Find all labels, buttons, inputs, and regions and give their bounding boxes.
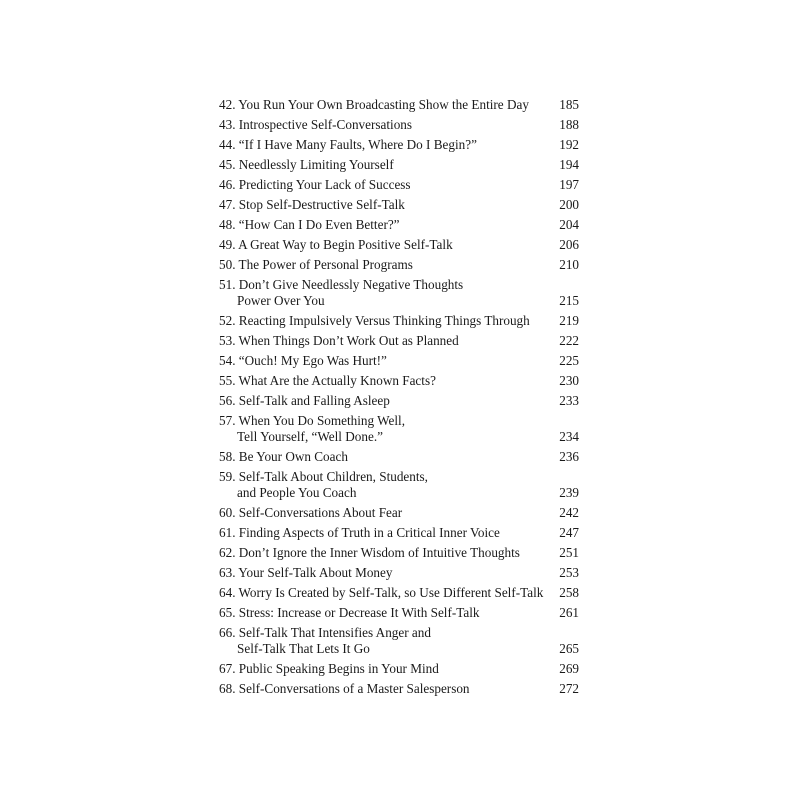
toc-entry-text: Don’t Give Needlessly Negative Thoughts bbox=[238, 277, 464, 292]
toc-entry-title bbox=[219, 681, 549, 697]
toc-entry bbox=[219, 237, 581, 253]
toc-entry bbox=[219, 469, 581, 501]
toc-entry-continuation: Power Over You bbox=[237, 293, 325, 308]
toc-entry bbox=[219, 413, 581, 445]
toc-entry-first-line bbox=[219, 505, 402, 520]
toc-entry-text: Self-Conversations About Fear bbox=[238, 505, 403, 520]
toc-entry bbox=[219, 277, 581, 309]
toc-entry-title bbox=[219, 333, 549, 349]
toc-entry-text: When Things Don’t Work Out as Planned bbox=[238, 333, 459, 348]
toc-entry bbox=[219, 661, 581, 677]
toc-entry bbox=[219, 505, 581, 521]
toc-entry bbox=[219, 353, 581, 369]
toc-entry bbox=[219, 333, 581, 349]
toc-entry bbox=[219, 137, 581, 153]
toc-entry bbox=[219, 157, 581, 173]
toc-entry-title bbox=[219, 237, 549, 253]
toc-entry bbox=[219, 197, 581, 213]
toc-entry-first-line bbox=[219, 217, 400, 232]
toc-entry-number: 67. bbox=[219, 661, 236, 676]
toc-entry-number: 54. bbox=[219, 353, 236, 368]
toc-entry-page-number: 192 bbox=[559, 137, 579, 152]
toc-entry-first-line bbox=[219, 177, 411, 192]
toc-entry-text: Don’t Ignore the Inner Wisdom of Intuitive Thoughts bbox=[238, 545, 520, 560]
toc-entry-title bbox=[219, 313, 549, 329]
toc-entry-text: Finding Aspects of Truth in a Critical Inner Voice bbox=[238, 525, 500, 540]
toc-entry-page-number: 185 bbox=[559, 97, 579, 112]
toc-entry-first-line bbox=[219, 333, 459, 348]
toc-entry-page-number: 230 bbox=[559, 373, 579, 388]
toc-entry bbox=[219, 449, 581, 465]
toc-entry-page-number: 272 bbox=[559, 681, 579, 696]
toc-entry-title bbox=[219, 661, 549, 677]
toc-entry-continuation: Self-Talk That Lets It Go bbox=[237, 641, 370, 656]
toc-entry-first-line bbox=[219, 625, 431, 640]
toc-entry bbox=[219, 525, 581, 541]
toc-entry-number: 57. bbox=[219, 413, 236, 428]
toc-entry-first-line bbox=[219, 237, 453, 252]
toc-entry-page-number: 219 bbox=[559, 313, 579, 328]
toc-entry-page-number: 225 bbox=[559, 353, 579, 368]
toc-entry-first-line bbox=[219, 393, 390, 408]
toc-entry-first-line bbox=[219, 373, 436, 388]
toc-entry bbox=[219, 681, 581, 697]
toc-entry-first-line bbox=[219, 197, 405, 212]
toc-entry-page-number: 242 bbox=[559, 505, 579, 520]
toc-entry-text: Public Speaking Begins in Your Mind bbox=[238, 661, 439, 676]
toc-entry-title bbox=[219, 525, 549, 541]
toc-entry-page-number: 236 bbox=[559, 449, 579, 464]
toc-entry-text: Introspective Self-Conversations bbox=[238, 117, 413, 132]
toc-entry-number: 47. bbox=[219, 197, 236, 212]
toc-entry-first-line bbox=[219, 277, 463, 292]
toc-entry bbox=[219, 625, 581, 657]
toc-entry-text: What Are the Actually Known Facts? bbox=[238, 373, 436, 388]
toc-entry-title bbox=[219, 353, 549, 369]
toc-entry-page-number: 200 bbox=[559, 197, 579, 212]
toc-entry-text: Self-Talk and Falling Asleep bbox=[238, 393, 390, 408]
toc-entry bbox=[219, 313, 581, 329]
toc-entry-number: 42. bbox=[219, 97, 236, 112]
toc-entry-first-line bbox=[219, 681, 470, 696]
toc-entry-first-line bbox=[219, 661, 439, 676]
toc-entry-first-line bbox=[219, 413, 405, 428]
toc-entry-title bbox=[219, 413, 549, 445]
toc-entry-text: You Run Your Own Broadcasting Show the Entire Day bbox=[238, 97, 529, 112]
toc-entry-number: 59. bbox=[219, 469, 236, 484]
toc-entry-number: 64. bbox=[219, 585, 236, 600]
toc-entry bbox=[219, 585, 581, 601]
toc-entry-number: 61. bbox=[219, 525, 236, 540]
toc-entry-first-line bbox=[219, 565, 392, 580]
toc-entry-title bbox=[219, 585, 549, 601]
toc-entry-text: Worry Is Created by Self-Talk, so Use Different Self-Talk bbox=[238, 585, 544, 600]
toc-entry-page-number: 233 bbox=[559, 393, 579, 408]
toc-entry-page-number: 194 bbox=[559, 157, 579, 172]
toc-entry-text: “Ouch! My Ego Was Hurt!” bbox=[238, 353, 387, 368]
toc-entry bbox=[219, 393, 581, 409]
toc-entry-first-line bbox=[219, 449, 348, 464]
toc-entry-page-number: 265 bbox=[559, 641, 579, 656]
toc-entry-continuation: Tell Yourself, “Well Done.” bbox=[237, 429, 383, 444]
toc-entry-number: 68. bbox=[219, 681, 236, 696]
toc-entry-text: When You Do Something Well, bbox=[238, 413, 406, 428]
toc-entry-first-line bbox=[219, 97, 529, 112]
toc-entry-number: 43. bbox=[219, 117, 236, 132]
toc-entry-page-number: 222 bbox=[559, 333, 579, 348]
toc-entry-text: Self-Talk That Intensifies Anger and bbox=[238, 625, 431, 640]
toc-entry-title bbox=[219, 505, 549, 521]
toc-entry-number: 60. bbox=[219, 505, 236, 520]
toc-entry-first-line bbox=[219, 137, 477, 152]
toc-entry-number: 44. bbox=[219, 137, 236, 152]
toc-entry-text: “How Can I Do Even Better?” bbox=[238, 217, 400, 232]
toc-entry-page-number: 234 bbox=[559, 429, 579, 444]
toc-entry-number: 55. bbox=[219, 373, 236, 388]
toc-entry-number: 48. bbox=[219, 217, 236, 232]
toc-entry-title bbox=[219, 217, 549, 233]
toc-entry-title bbox=[219, 97, 549, 113]
toc-entry-number: 46. bbox=[219, 177, 236, 192]
toc-entry-title bbox=[219, 117, 549, 133]
toc-entry-number: 50. bbox=[219, 257, 236, 272]
toc-entry bbox=[219, 177, 581, 193]
toc-entry-page-number: 261 bbox=[559, 605, 579, 620]
toc-entry-number: 65. bbox=[219, 605, 236, 620]
toc-entry-text: Be Your Own Coach bbox=[238, 449, 348, 464]
table-of-contents bbox=[219, 97, 581, 701]
toc-entry bbox=[219, 217, 581, 233]
toc-entry-text: Reacting Impulsively Versus Thinking Things Through bbox=[238, 313, 530, 328]
toc-entry-continuation: and People You Coach bbox=[237, 485, 357, 500]
toc-entry-number: 49. bbox=[219, 237, 236, 252]
toc-entry bbox=[219, 545, 581, 561]
toc-entry-title bbox=[219, 177, 549, 193]
toc-entry-page-number: 188 bbox=[559, 117, 579, 132]
toc-entry-number: 53. bbox=[219, 333, 236, 348]
toc-entry-text: A Great Way to Begin Positive Self-Talk bbox=[238, 237, 453, 252]
toc-entry-title bbox=[219, 469, 549, 501]
toc-entry-title bbox=[219, 277, 549, 309]
toc-entry-text: Self-Conversations of a Master Salesperson bbox=[238, 681, 470, 696]
toc-entry-page-number: 215 bbox=[559, 293, 579, 308]
toc-entry-number: 58. bbox=[219, 449, 236, 464]
toc-entry-page-number: 251 bbox=[559, 545, 579, 560]
toc-entry-text: Predicting Your Lack of Success bbox=[238, 177, 411, 192]
toc-entry bbox=[219, 97, 581, 113]
toc-entry-page-number: 269 bbox=[559, 661, 579, 676]
toc-entry-text: Needlessly Limiting Yourself bbox=[238, 157, 394, 172]
toc-entry bbox=[219, 565, 581, 581]
toc-entry-first-line bbox=[219, 353, 387, 368]
toc-entry-first-line bbox=[219, 313, 530, 328]
toc-entry-page-number: 258 bbox=[559, 585, 579, 600]
toc-entry-page-number: 247 bbox=[559, 525, 579, 540]
toc-entry-title bbox=[219, 565, 549, 581]
toc-entry-title bbox=[219, 625, 549, 657]
toc-entry-first-line bbox=[219, 257, 413, 272]
toc-entry-text: “If I Have Many Faults, Where Do I Begin?” bbox=[238, 137, 477, 152]
toc-entry-page-number: 197 bbox=[559, 177, 579, 192]
toc-entry-number: 45. bbox=[219, 157, 236, 172]
toc-entry-text: Self-Talk About Children, Students, bbox=[238, 469, 428, 484]
toc-entry-title bbox=[219, 393, 549, 409]
toc-entry-title bbox=[219, 373, 549, 389]
toc-entry-first-line bbox=[219, 469, 428, 484]
toc-entry-page-number: 204 bbox=[559, 217, 579, 232]
toc-entry-page-number: 253 bbox=[559, 565, 579, 580]
toc-entry-title bbox=[219, 197, 549, 213]
toc-entry-number: 63. bbox=[219, 565, 236, 580]
toc-entry bbox=[219, 117, 581, 133]
toc-entry-text: Stop Self-Destructive Self-Talk bbox=[238, 197, 405, 212]
toc-entry-page-number: 206 bbox=[559, 237, 579, 252]
toc-entry-first-line bbox=[219, 117, 412, 132]
toc-entry bbox=[219, 257, 581, 273]
toc-entry-first-line bbox=[219, 525, 500, 540]
toc-entry-title bbox=[219, 157, 549, 173]
toc-entry-title bbox=[219, 605, 549, 621]
toc-entry-number: 56. bbox=[219, 393, 236, 408]
toc-entry-number: 51. bbox=[219, 277, 236, 292]
toc-entry-text: The Power of Personal Programs bbox=[238, 257, 413, 272]
toc-entry-title bbox=[219, 257, 549, 273]
toc-entry-page-number: 239 bbox=[559, 485, 579, 500]
toc-entry-text: Your Self-Talk About Money bbox=[238, 565, 393, 580]
toc-entry-number: 66. bbox=[219, 625, 236, 640]
toc-entry-page-number: 210 bbox=[559, 257, 579, 272]
toc-entry-first-line bbox=[219, 605, 480, 620]
toc-entry-first-line bbox=[219, 585, 543, 600]
toc-entry bbox=[219, 373, 581, 389]
toc-entry-title bbox=[219, 137, 549, 153]
toc-entry-title bbox=[219, 449, 549, 465]
toc-entry-number: 52. bbox=[219, 313, 236, 328]
toc-entry-number: 62. bbox=[219, 545, 236, 560]
toc-entry-text: Stress: Increase or Decrease It With Self-Talk bbox=[238, 605, 480, 620]
toc-entry bbox=[219, 605, 581, 621]
toc-entry-first-line bbox=[219, 545, 520, 560]
toc-entry-title bbox=[219, 545, 549, 561]
toc-entry-first-line bbox=[219, 157, 394, 172]
